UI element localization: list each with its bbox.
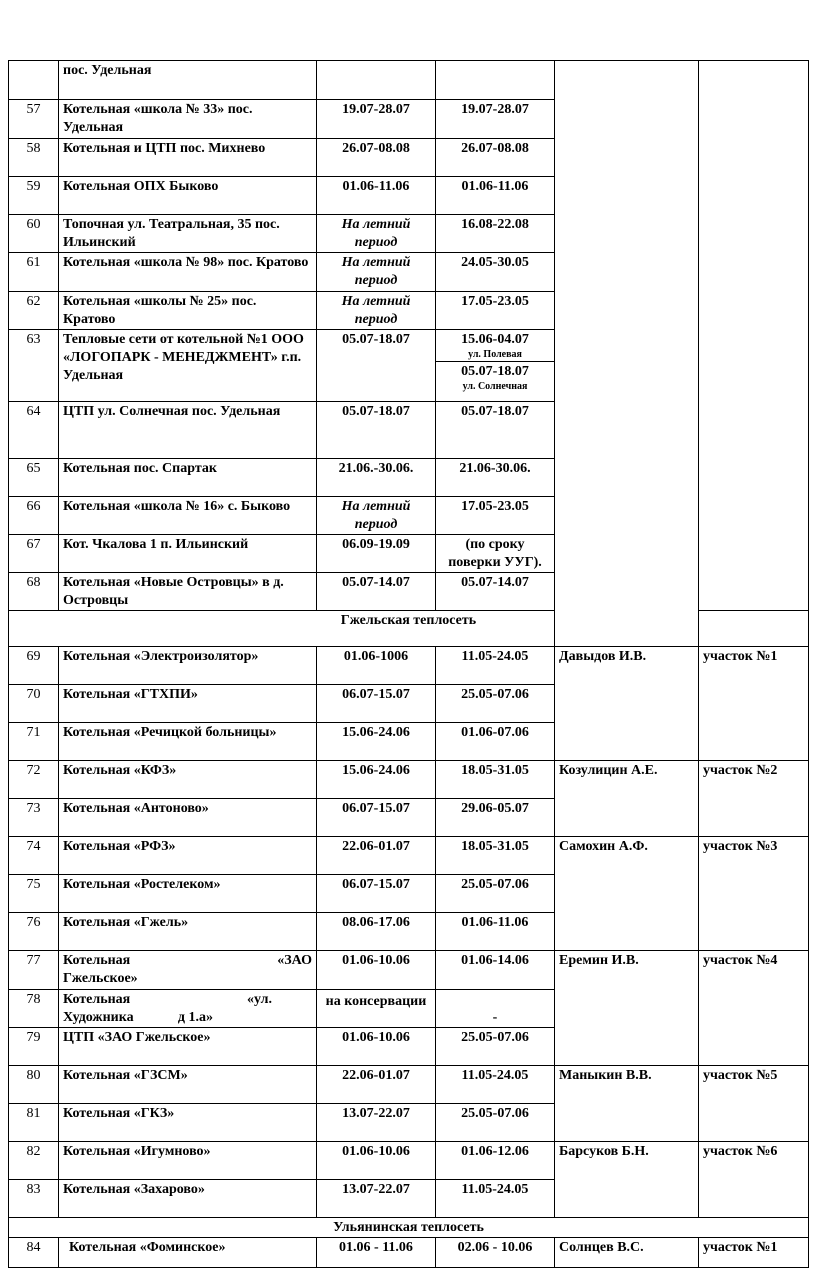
test-dates: 22.06-01.07 xyxy=(317,1066,436,1104)
row-number: 77 xyxy=(9,951,59,990)
row-number: 84 xyxy=(9,1238,59,1268)
shutdown-dates: 17.05-23.05 xyxy=(436,497,555,535)
table-row xyxy=(9,837,809,875)
boiler-name: Кот. Чкалова 1 п. Ильинский xyxy=(59,535,317,573)
shutdown-dates: 05.07-14.07 xyxy=(436,573,555,611)
boiler-name: Котельная «Речицкой больницы» xyxy=(59,723,317,761)
row-number xyxy=(9,61,59,100)
boiler-name: Котельная «Гжель» xyxy=(59,913,317,951)
section-label: участок №3 xyxy=(699,837,809,951)
section-row xyxy=(9,1218,809,1238)
boiler-name: Котельная «Новые Островцы» в д. Островцы xyxy=(59,573,317,611)
row-number: 69 xyxy=(9,647,59,685)
row-number: 62 xyxy=(9,292,59,330)
test-dates: 01.06 - 11.06 xyxy=(317,1238,436,1268)
responsible-person: Барсуков Б.Н. xyxy=(555,1142,699,1218)
test-dates: 01.06-1006 xyxy=(317,647,436,685)
boiler-name: Котельная «ГЗСМ» xyxy=(59,1066,317,1104)
test-dates: На летний период xyxy=(317,215,436,253)
test-dates: 22.06-01.07 xyxy=(317,837,436,875)
test-dates: На летний период xyxy=(317,497,436,535)
section-label: участок №2 xyxy=(699,761,809,837)
row-number: 65 xyxy=(9,459,59,497)
section-title: Ульянинская теплосеть xyxy=(9,1218,809,1238)
shutdown-dates: 05.07-18.07 xyxy=(436,402,555,459)
row-number: 83 xyxy=(9,1180,59,1218)
section-row xyxy=(9,611,809,647)
test-dates: 05.07-18.07 xyxy=(317,330,436,402)
row-number: 57 xyxy=(9,100,59,139)
section-empty xyxy=(699,61,809,611)
table-row xyxy=(9,761,809,799)
shutdown-dates: 26.07-08.08 xyxy=(436,139,555,177)
shutdown-dates-a: 15.06-04.07 xyxy=(461,332,529,347)
table-row xyxy=(9,647,809,685)
responsible-person: Самохин А.Ф. xyxy=(555,837,699,951)
row-number: 58 xyxy=(9,139,59,177)
shutdown-dates: 24.05-30.05 xyxy=(436,253,555,292)
section-title: Гжельская теплосеть xyxy=(9,611,809,647)
shutdown-dates: 21.06-30.06. xyxy=(436,459,555,497)
shutdown-dates: 25.05-07.06 xyxy=(436,1104,555,1142)
test-dates: 21.06.-30.06. xyxy=(317,459,436,497)
boiler-name: Котельная «школы № 25» пос. Кратово xyxy=(59,292,317,330)
boiler-name: Котельная «Игумново» xyxy=(59,1142,317,1180)
boiler-name: Котельная «Ростелеком» xyxy=(59,875,317,913)
shutdown-dates: 01.06-07.06 xyxy=(436,723,555,761)
shutdown-dates: 01.06-12.06 xyxy=(436,1142,555,1180)
shutdown-dates: 25.05-07.06 xyxy=(436,875,555,913)
boiler-name: Котельная «ул. Художника д 1.а» xyxy=(59,990,317,1028)
boiler-name: Котельная «Фоминское» xyxy=(59,1238,317,1268)
shutdown-dates: 01.06-11.06 xyxy=(436,913,555,951)
schedule-table xyxy=(8,60,809,1268)
test-dates: На летний период xyxy=(317,253,436,292)
street-note: ул. Солнечная xyxy=(462,381,528,392)
test-dates: 06.07-15.07 xyxy=(317,799,436,837)
shutdown-dates: 16.08-22.08 xyxy=(436,215,555,253)
row-number: 81 xyxy=(9,1104,59,1142)
row-number: 78 xyxy=(9,990,59,1028)
responsible-person: Еремин И.В. xyxy=(555,951,699,1066)
section-label: участок №5 xyxy=(699,1066,809,1142)
boiler-name: ЦТП «ЗАО Гжельское» xyxy=(59,1028,317,1066)
test-dates: 13.07-22.07 xyxy=(317,1180,436,1218)
boiler-name: Котельная «РФЗ» xyxy=(59,837,317,875)
row-number: 75 xyxy=(9,875,59,913)
responsible-person: Давыдов И.В. xyxy=(555,647,699,761)
boiler-name: Котельная и ЦТП пос. Михнево xyxy=(59,139,317,177)
boiler-name: пос. Удельная xyxy=(59,61,317,100)
test-dates: 08.06-17.06 xyxy=(317,913,436,951)
shutdown-dates: 29.06-05.07 xyxy=(436,799,555,837)
row-number: 59 xyxy=(9,177,59,215)
row-number: 82 xyxy=(9,1142,59,1180)
test-dates: на консервации xyxy=(317,990,436,1028)
shutdown-dates: 02.06 - 10.06 xyxy=(436,1238,555,1268)
boiler-name: Котельная «КФЗ» xyxy=(59,761,317,799)
responsible-person: Маныкин В.В. xyxy=(555,1066,699,1142)
row-number: 74 xyxy=(9,837,59,875)
boiler-name: Котельная «школа № 98» пос. Кратово xyxy=(59,253,317,292)
row-number: 61 xyxy=(9,253,59,292)
street-note: ул. Полевая xyxy=(468,349,522,360)
shutdown-dates: (по сроку поверки УУГ). xyxy=(436,535,555,573)
row-number: 72 xyxy=(9,761,59,799)
row-number: 80 xyxy=(9,1066,59,1104)
shutdown-dates: 25.05-07.06 xyxy=(436,1028,555,1066)
row-number: 68 xyxy=(9,573,59,611)
boiler-name: ЦТП ул. Солнечная пос. Удельная xyxy=(59,402,317,459)
table-row xyxy=(9,951,809,990)
shutdown-dates: 18.05-31.05 xyxy=(436,837,555,875)
shutdown-dates: 19.07-28.07 xyxy=(436,100,555,139)
test-dates: 26.07-08.08 xyxy=(317,139,436,177)
test-dates: 01.06-11.06 xyxy=(317,177,436,215)
section-label: участок №1 xyxy=(699,647,809,761)
boiler-name: Котельная «Электроизолятор» xyxy=(59,647,317,685)
boiler-name: Тепловые сети от котельной №1 ООО «ЛОГОПАРК - МЕНЕДЖМЕНТ» г.п. Удельная xyxy=(59,330,317,402)
boiler-name: Котельная «ЗАО Гжельское» xyxy=(59,951,317,990)
boiler-name: Котельная «школа № 16» с. Быково xyxy=(59,497,317,535)
row-number: 79 xyxy=(9,1028,59,1066)
responsible-person: Козулицин А.Е. xyxy=(555,761,699,837)
test-dates: На летний период xyxy=(317,292,436,330)
test-dates: 06.07-15.07 xyxy=(317,685,436,723)
shutdown-dates: 11.05-24.05 xyxy=(436,1066,555,1104)
test-dates: 01.06-10.06 xyxy=(317,1142,436,1180)
test-dates: 15.06-24.06 xyxy=(317,761,436,799)
shutdown-dates: 17.05-23.05 xyxy=(436,292,555,330)
boiler-name: Топочная ул. Театральная, 35 пос. Ильинский xyxy=(59,215,317,253)
responsible-person: Солнцев В.С. xyxy=(555,1238,699,1268)
test-dates: 15.06-24.06 xyxy=(317,723,436,761)
row-number: 67 xyxy=(9,535,59,573)
boiler-name: Котельная «ГКЗ» xyxy=(59,1104,317,1142)
table-row xyxy=(9,1238,809,1268)
test-dates: 06.07-15.07 xyxy=(317,875,436,913)
shutdown-dates: 01.06-11.06 xyxy=(436,177,555,215)
boiler-name: Котельная «ГТХПИ» xyxy=(59,685,317,723)
row-number: 63 xyxy=(9,330,59,402)
table-row xyxy=(9,1066,809,1104)
test-dates: 19.07-28.07 xyxy=(317,100,436,139)
boiler-name: Котельная «Антоново» xyxy=(59,799,317,837)
shutdown-dates: 11.05-24.05 xyxy=(436,647,555,685)
table-row xyxy=(9,61,809,100)
row-number: 71 xyxy=(9,723,59,761)
row-number: 70 xyxy=(9,685,59,723)
test-dates: 13.07-22.07 xyxy=(317,1104,436,1142)
section-label: участок №6 xyxy=(699,1142,809,1218)
boiler-name: Котельная «школа № 33» пос. Удельная xyxy=(59,100,317,139)
test-dates: 05.07-14.07 xyxy=(317,573,436,611)
shutdown-dates: 18.05-31.05 xyxy=(436,761,555,799)
shutdown-dates: - xyxy=(436,990,555,1028)
row-number: 64 xyxy=(9,402,59,459)
test-dates: 01.06-10.06 xyxy=(317,1028,436,1066)
responsible-empty xyxy=(555,61,699,647)
boiler-name: Котельная «Захарово» xyxy=(59,1180,317,1218)
shutdown-dates-b: 05.07-18.07 xyxy=(436,361,554,381)
boiler-name: Котельная ОПХ Быково xyxy=(59,177,317,215)
shutdown-dates: 11.05-24.05 xyxy=(436,1180,555,1218)
shutdown-dates xyxy=(436,330,555,402)
shutdown-dates: 01.06-14.06 xyxy=(436,951,555,990)
shutdown-dates: 25.05-07.06 xyxy=(436,685,555,723)
section-label: участок №1 xyxy=(699,1238,809,1268)
test-dates: 05.07-18.07 xyxy=(317,402,436,459)
row-number: 60 xyxy=(9,215,59,253)
section-label: участок №4 xyxy=(699,951,809,1066)
row-number: 66 xyxy=(9,497,59,535)
table-row xyxy=(9,1142,809,1180)
test-dates: 01.06-10.06 xyxy=(317,951,436,990)
boiler-name: Котельная пос. Спартак xyxy=(59,459,317,497)
test-dates: 06.09-19.09 xyxy=(317,535,436,573)
row-number: 73 xyxy=(9,799,59,837)
row-number: 76 xyxy=(9,913,59,951)
